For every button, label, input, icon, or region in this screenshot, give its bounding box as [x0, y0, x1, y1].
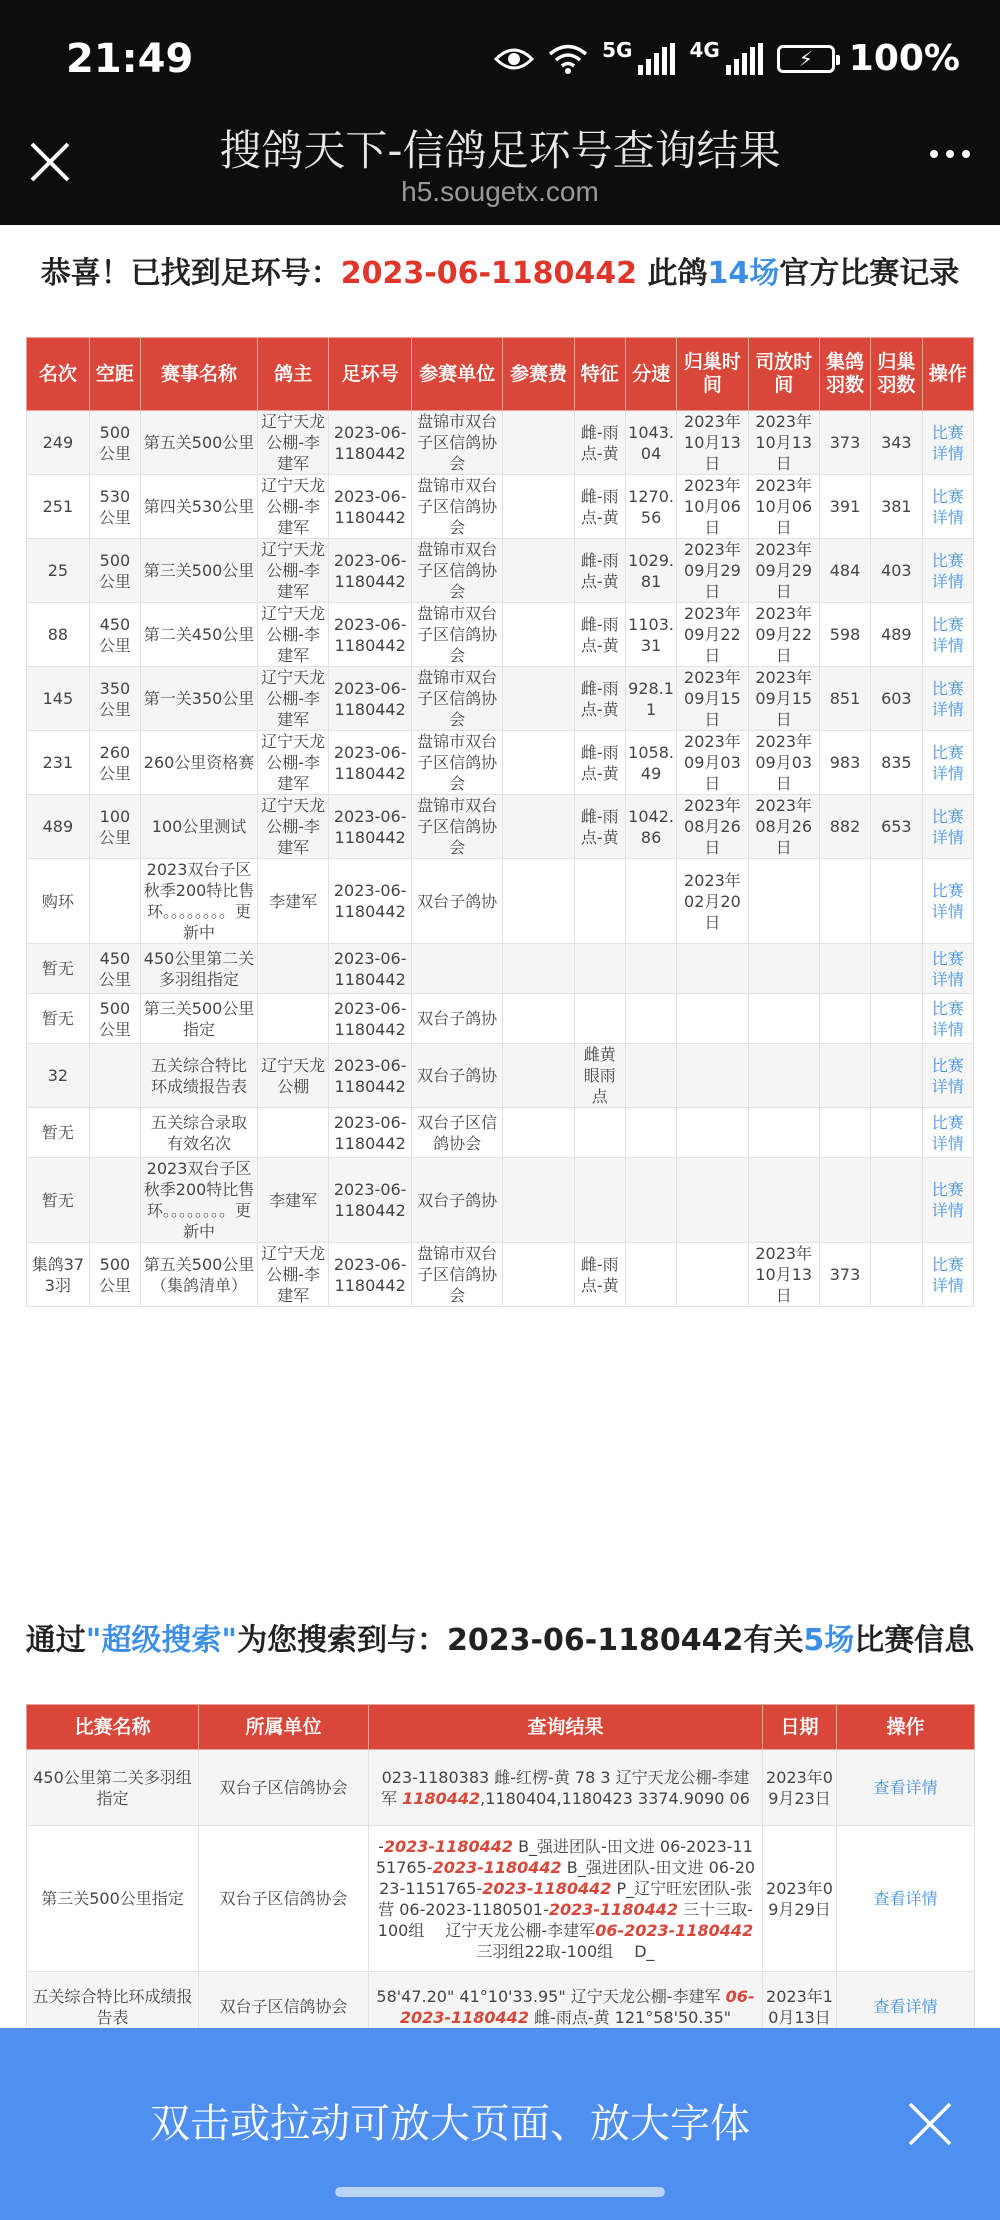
table-cell: 辽宁天龙公棚-李建军 [258, 539, 329, 603]
table-cell: 1270.56 [625, 475, 676, 539]
race-row [27, 411, 974, 475]
table-cell: 350公里 [89, 667, 140, 731]
race-detail-link[interactable]: 比赛详情 [922, 1158, 974, 1243]
table-cell: 第一关350公里 [141, 667, 258, 731]
race-detail-link[interactable]: 比赛详情 [922, 994, 974, 1044]
table-cell: 25 [27, 539, 90, 603]
table-cell: 暂无 [27, 994, 90, 1044]
result-segment: 023-1180383 雌-红楞-黄 78 3 辽宁天龙公棚-李建军 [381, 1767, 750, 1808]
table-cell: 500公里 [89, 1243, 140, 1307]
table-cell: 249 [27, 411, 90, 475]
table-cell: 辽宁天龙公棚-李建军 [258, 667, 329, 731]
race-date: 2023年09月29日 [763, 1826, 837, 1972]
column-header: 操作 [837, 1705, 975, 1750]
table-cell: 2023-06-1180442 [329, 1243, 412, 1307]
table-cell: 辽宁天龙公棚 [258, 1044, 329, 1108]
race-row [27, 539, 974, 603]
table-cell: 88 [27, 603, 90, 667]
battery-percent: 100% [848, 38, 960, 79]
table-cell [871, 859, 922, 944]
search-result-row [27, 1826, 975, 1972]
race-row [27, 667, 974, 731]
super-search-table [26, 1704, 975, 2042]
table-cell [89, 859, 140, 944]
table-cell: 雌-雨点-黄 [574, 603, 625, 667]
ring-match-highlight: 06-2023-1180442 [595, 1920, 754, 1940]
table-cell: 双台子区信鸽协会 [412, 1108, 503, 1158]
view-detail-link[interactable]: 查看详情 [837, 1750, 975, 1826]
race-records-table [26, 337, 974, 1307]
table-cell: 暂无 [27, 944, 90, 994]
table-cell: 260公里资格赛 [141, 731, 258, 795]
table-cell: 1042.86 [625, 795, 676, 859]
ring-match-highlight: 2023-1180442 [383, 1836, 513, 1856]
column-header: 归巢羽数 [871, 338, 922, 411]
race-detail-link[interactable]: 比赛详情 [922, 1044, 974, 1108]
table-cell: 2023年09月29日 [748, 539, 819, 603]
table-cell: 2023双台子区秋季200特比售环。。。。。。。。更新中 [141, 1158, 258, 1243]
race-detail-link[interactable]: 比赛详情 [922, 795, 974, 859]
table-cell: 李建军 [258, 1158, 329, 1243]
race-name: 450公里第二关多羽组指定 [27, 1750, 199, 1826]
ring-match-highlight: 2023-1180442 [432, 1857, 562, 1877]
table-cell: 598 [819, 603, 870, 667]
table-cell: 603 [871, 667, 922, 731]
table-cell: 第五关500公里 [141, 411, 258, 475]
table-cell [89, 1108, 140, 1158]
table-cell: 暂无 [27, 1108, 90, 1158]
table-cell: 2023年09月22日 [748, 603, 819, 667]
table-cell: 2023-06-1180442 [329, 411, 412, 475]
race-date: 2023年09月23日 [763, 1750, 837, 1826]
race-row [27, 994, 974, 1044]
table-cell: 489 [27, 795, 90, 859]
table-cell [574, 944, 625, 994]
table-cell [574, 994, 625, 1044]
table-cell [503, 539, 574, 603]
table-cell [503, 603, 574, 667]
table-cell: 第四关530公里 [141, 475, 258, 539]
column-header: 特征 [574, 338, 625, 411]
column-header: 足环号 [329, 338, 412, 411]
table-cell: 辽宁天龙公棚-李建军 [258, 411, 329, 475]
ring-match-highlight: 1180442 [402, 1788, 481, 1808]
table-cell: 2023-06-1180442 [329, 539, 412, 603]
table-cell: 231 [27, 731, 90, 795]
table-cell: 雌-雨点-黄 [574, 1243, 625, 1307]
result-segment: 58'47.20" 41°10'33.95" 辽宁天龙公棚-李建军 [376, 1986, 726, 2006]
table-cell [258, 944, 329, 994]
result-segment: 三十三取-100组 辽宁天龙公棚-李建军 [377, 1899, 753, 1940]
table-cell: 2023年08月26日 [677, 795, 748, 859]
table-cell: 450公里 [89, 603, 140, 667]
table-cell [677, 1044, 748, 1108]
table-cell: 雌-雨点-黄 [574, 411, 625, 475]
table-cell: 653 [871, 795, 922, 859]
table-cell: 835 [871, 731, 922, 795]
table-cell [503, 795, 574, 859]
more-icon[interactable] [930, 150, 970, 158]
table-cell: 2023年10月06日 [677, 475, 748, 539]
table-cell [503, 731, 574, 795]
table-cell: 集鸽373羽 [27, 1243, 90, 1307]
table-cell: 343 [871, 411, 922, 475]
table-cell: 530公里 [89, 475, 140, 539]
table-cell [748, 994, 819, 1044]
column-header: 日期 [763, 1705, 837, 1750]
table-cell: 32 [27, 1044, 90, 1108]
table-cell: 2023双台子区秋季200特比售环。。。。。。。。更新中 [141, 859, 258, 944]
table-cell [625, 1243, 676, 1307]
table-cell: 1058.49 [625, 731, 676, 795]
table-cell: 489 [871, 603, 922, 667]
race-unit: 双台子区信鸽协会 [199, 1826, 369, 1972]
table-cell: 双台子鸽协 [412, 859, 503, 944]
table-cell: 辽宁天龙公棚-李建军 [258, 795, 329, 859]
table-cell: 373 [819, 1243, 870, 1307]
table-cell: 2023年08月26日 [748, 795, 819, 859]
table-cell: 2023-06-1180442 [329, 994, 412, 1044]
table-cell: 500公里 [89, 994, 140, 1044]
table-cell: 雌-雨点-黄 [574, 731, 625, 795]
table-cell: 盘锦市双台子区信鸽协会 [412, 1243, 503, 1307]
table-cell: 1103.31 [625, 603, 676, 667]
table-cell: 500公里 [89, 411, 140, 475]
race-date: 2023年10月13日 [763, 1972, 837, 2042]
table-cell: 2023年10月13日 [748, 411, 819, 475]
table-cell [503, 667, 574, 731]
battery-icon: ⚡ [777, 45, 835, 73]
search-result-row [27, 1750, 975, 1826]
table-cell [412, 944, 503, 994]
table-cell: 260公里 [89, 731, 140, 795]
table-cell [503, 1158, 574, 1243]
table-cell: 145 [27, 667, 90, 731]
status-icons [494, 38, 960, 79]
table-cell [625, 1044, 676, 1108]
column-header: 所属单位 [199, 1705, 369, 1750]
table-cell: 辽宁天龙公棚-李建军 [258, 475, 329, 539]
table-cell: 2023-06-1180442 [329, 859, 412, 944]
table-cell [625, 994, 676, 1044]
table-cell: 100公里测试 [141, 795, 258, 859]
column-header: 名次 [27, 338, 90, 411]
table-cell [677, 944, 748, 994]
table-cell: 第二关450公里 [141, 603, 258, 667]
table-cell [677, 1158, 748, 1243]
table-cell: 盘锦市双台子区信鸽协会 [412, 539, 503, 603]
table-cell: 882 [819, 795, 870, 859]
race-detail-link[interactable]: 比赛详情 [922, 539, 974, 603]
table-cell [503, 1044, 574, 1108]
table-cell: 2023年10月13日 [748, 1243, 819, 1307]
table-cell: 2023-06-1180442 [329, 1158, 412, 1243]
table-cell: 2023年09月15日 [748, 667, 819, 731]
table-cell [748, 944, 819, 994]
race-row [27, 1158, 974, 1243]
table-cell: 2023年09月29日 [677, 539, 748, 603]
view-detail-link[interactable]: 查看详情 [837, 1972, 975, 2042]
zoom-hint-text: 双击或拉动可放大页面、放大字体 [150, 2101, 750, 2147]
table-cell [625, 944, 676, 994]
signal-icon [726, 43, 763, 75]
result-segment: 三羽组22取-100组 D_ [476, 1941, 655, 1961]
table-cell [503, 1243, 574, 1307]
race-detail-link[interactable]: 比赛详情 [922, 859, 974, 944]
table-cell: 2023-06-1180442 [329, 667, 412, 731]
race-row [27, 1108, 974, 1158]
result-segment: 雌-雨点-黄 121°58'50.35" [528, 2007, 732, 2027]
table-cell [503, 1108, 574, 1158]
table-cell: 辽宁天龙公棚-李建军 [258, 1243, 329, 1307]
close-icon[interactable] [906, 2100, 954, 2148]
table-cell: 盘锦市双台子区信鸽协会 [412, 475, 503, 539]
table-cell: 盘锦市双台子区信鸽协会 [412, 603, 503, 667]
table-cell: 450公里第二关多羽组指定 [141, 944, 258, 994]
race-name: 五关综合特比环成绩报告表 [27, 1972, 199, 2042]
table-cell: 盘锦市双台子区信鸽协会 [412, 795, 503, 859]
race-count: 14场 [707, 256, 780, 291]
result-segment: B_强进团队-田文进 06-2023-1151765- [379, 1857, 756, 1898]
result-segment: B_强进团队-田文进 06-2023-1151765- [375, 1836, 753, 1877]
table-cell: 辽宁天龙公棚-李建军 [258, 603, 329, 667]
table-cell: 2023年09月03日 [677, 731, 748, 795]
column-header: 集鸽羽数 [819, 338, 870, 411]
table-cell: 251 [27, 475, 90, 539]
table-cell: 484 [819, 539, 870, 603]
table-cell: 2023年10月06日 [748, 475, 819, 539]
column-header: 参赛费 [503, 338, 574, 411]
table-cell: 2023年02月20日 [677, 859, 748, 944]
table-cell [503, 944, 574, 994]
race-detail-link[interactable]: 比赛详情 [922, 1243, 974, 1307]
table-cell [89, 1044, 140, 1108]
race-row [27, 859, 974, 944]
table-cell: 2023年09月22日 [677, 603, 748, 667]
table-cell [503, 859, 574, 944]
ring-match-highlight: 2023-1180442 [548, 1899, 678, 1919]
table-cell: 2023年09月15日 [677, 667, 748, 731]
table-cell: 雌-雨点-黄 [574, 795, 625, 859]
table-cell [819, 859, 870, 944]
super-search-headline: 通过"超级搜索"为您搜索到与：2023-06-1180442有关5场比赛信息 [25, 1623, 975, 1658]
table-cell [748, 1044, 819, 1108]
table-cell: 五关综合特比环成绩报告表 [141, 1044, 258, 1108]
table-cell: 2023年10月13日 [677, 411, 748, 475]
race-detail-link[interactable]: 比赛详情 [922, 475, 974, 539]
column-header: 归巢时间 [677, 338, 748, 411]
table-cell [677, 1108, 748, 1158]
race-row [27, 795, 974, 859]
table-cell: 928.11 [625, 667, 676, 731]
table-cell: 盘锦市双台子区信鸽协会 [412, 731, 503, 795]
race-unit: 双台子区信鸽协会 [199, 1750, 369, 1826]
page-url: h5.sougetx.com [401, 176, 599, 207]
table-cell [625, 1158, 676, 1243]
table-cell [503, 994, 574, 1044]
table-cell: 辽宁天龙公棚-李建军 [258, 731, 329, 795]
table-cell [258, 1108, 329, 1158]
table-cell: 2023-06-1180442 [329, 1044, 412, 1108]
ring-match-highlight: 06-2023-1180442 [399, 1986, 755, 2027]
table-cell [819, 1044, 870, 1108]
race-row [27, 603, 974, 667]
table-cell: 2023-06-1180442 [329, 475, 412, 539]
table-cell: 盘锦市双台子区信鸽协会 [412, 411, 503, 475]
table-cell [625, 859, 676, 944]
table-cell [503, 475, 574, 539]
table-cell [871, 944, 922, 994]
column-header: 参赛单位 [412, 338, 503, 411]
eye-icon [494, 45, 534, 73]
table-cell: 第三关500公里指定 [141, 994, 258, 1044]
table-cell: 381 [871, 475, 922, 539]
column-header: 司放时间 [748, 338, 819, 411]
column-header: 空距 [89, 338, 140, 411]
race-detail-link[interactable]: 比赛详情 [922, 944, 974, 994]
table-cell: 1029.81 [625, 539, 676, 603]
table-cell: 2023-06-1180442 [329, 944, 412, 994]
table-cell [871, 994, 922, 1044]
status-time: 21:49 [66, 36, 194, 82]
table-cell [871, 1044, 922, 1108]
table-cell [503, 411, 574, 475]
network-5g-label: 5G [602, 38, 633, 62]
table-cell: 2023-06-1180442 [329, 603, 412, 667]
table-cell [258, 994, 329, 1044]
table-cell [748, 1108, 819, 1158]
table-cell: 雌-雨点-黄 [574, 475, 625, 539]
race-detail-link[interactable]: 比赛详情 [922, 667, 974, 731]
table-cell: 双台子鸽协 [412, 1158, 503, 1243]
table-cell: 李建军 [258, 859, 329, 944]
race-detail-link[interactable]: 比赛详情 [922, 731, 974, 795]
result-segment: - [378, 1836, 384, 1856]
column-header: 比赛名称 [27, 1705, 199, 1750]
race-detail-link[interactable]: 比赛详情 [922, 1108, 974, 1158]
page-title: 搜鸽天下-信鸽足环号查询结果 [219, 126, 781, 175]
race-row [27, 1243, 974, 1307]
table-cell [871, 1158, 922, 1243]
table-cell: 第五关500公里（集鸽清单） [141, 1243, 258, 1307]
table-cell: 雌黄眼雨点 [574, 1044, 625, 1108]
table-cell: 983 [819, 731, 870, 795]
table-cell: 第三关500公里 [141, 539, 258, 603]
table-cell: 雌-雨点-黄 [574, 667, 625, 731]
signal-icon [638, 43, 675, 75]
search-result-text [369, 1826, 763, 1972]
table-cell: 100公里 [89, 795, 140, 859]
search-result-text [369, 1750, 763, 1826]
table-cell [871, 1243, 922, 1307]
table-cell: 2023-06-1180442 [329, 795, 412, 859]
table-cell: 2023年09月03日 [748, 731, 819, 795]
table-cell [819, 1158, 870, 1243]
table-cell: 851 [819, 667, 870, 731]
table-cell [819, 944, 870, 994]
column-header: 赛事名称 [141, 338, 258, 411]
column-header: 查询结果 [369, 1705, 763, 1750]
table-cell [89, 1158, 140, 1243]
column-header: 鸽主 [258, 338, 329, 411]
home-indicator[interactable] [335, 2187, 665, 2197]
race-detail-link[interactable]: 比赛详情 [922, 603, 974, 667]
table-cell: 雌-雨点-黄 [574, 539, 625, 603]
race-row [27, 731, 974, 795]
app-header [0, 0, 1000, 225]
column-header: 分速 [625, 338, 676, 411]
result-segment: ,1180404,1180423 3374.9090 06 [480, 1788, 750, 1808]
table-cell: 2023-06-1180442 [329, 1108, 412, 1158]
column-header: 操作 [922, 338, 974, 411]
table-cell [574, 1158, 625, 1243]
table-cell [871, 1108, 922, 1158]
race-row [27, 475, 974, 539]
table-cell [748, 859, 819, 944]
table-cell: 双台子鸽协 [412, 994, 503, 1044]
ring-number: 2023-06-1180442 [340, 256, 638, 291]
table-cell: 403 [871, 539, 922, 603]
table-cell [819, 994, 870, 1044]
view-detail-link[interactable]: 查看详情 [837, 1826, 975, 1972]
table-cell: 373 [819, 411, 870, 475]
race-row [27, 1044, 974, 1108]
table-cell [574, 859, 625, 944]
result-segment: P_辽宁旺宏团队-张营 06-2023-1180501- [378, 1878, 752, 1919]
race-name: 第三关500公里指定 [27, 1826, 199, 1972]
table-cell: 391 [819, 475, 870, 539]
race-row [27, 944, 974, 994]
table-cell: 五关综合录取有效名次 [141, 1108, 258, 1158]
table-cell: 450公里 [89, 944, 140, 994]
race-detail-link[interactable]: 比赛详情 [922, 411, 974, 475]
table-cell: 1043.04 [625, 411, 676, 475]
table-cell: 盘锦市双台子区信鸽协会 [412, 667, 503, 731]
wifi-icon [548, 43, 588, 75]
network-4g-label: 4G [689, 38, 720, 62]
ring-match-highlight: 2023-1180442 [482, 1878, 612, 1898]
table-cell [819, 1108, 870, 1158]
table-cell [677, 1243, 748, 1307]
table-cell: 双台子鸽协 [412, 1044, 503, 1108]
race-unit: 双台子区信鸽协会 [199, 1972, 369, 2042]
table-cell: 2023-06-1180442 [329, 731, 412, 795]
table-cell [677, 994, 748, 1044]
table-cell: 500公里 [89, 539, 140, 603]
table-cell [748, 1158, 819, 1243]
table-cell: 购环 [27, 859, 90, 944]
table-cell [625, 1108, 676, 1158]
table-cell [574, 1108, 625, 1158]
result-headline: 恭喜！已找到足环号：2023-06-1180442 此鸽14场官方比赛记录 [40, 256, 960, 291]
table-cell: 暂无 [27, 1158, 90, 1243]
